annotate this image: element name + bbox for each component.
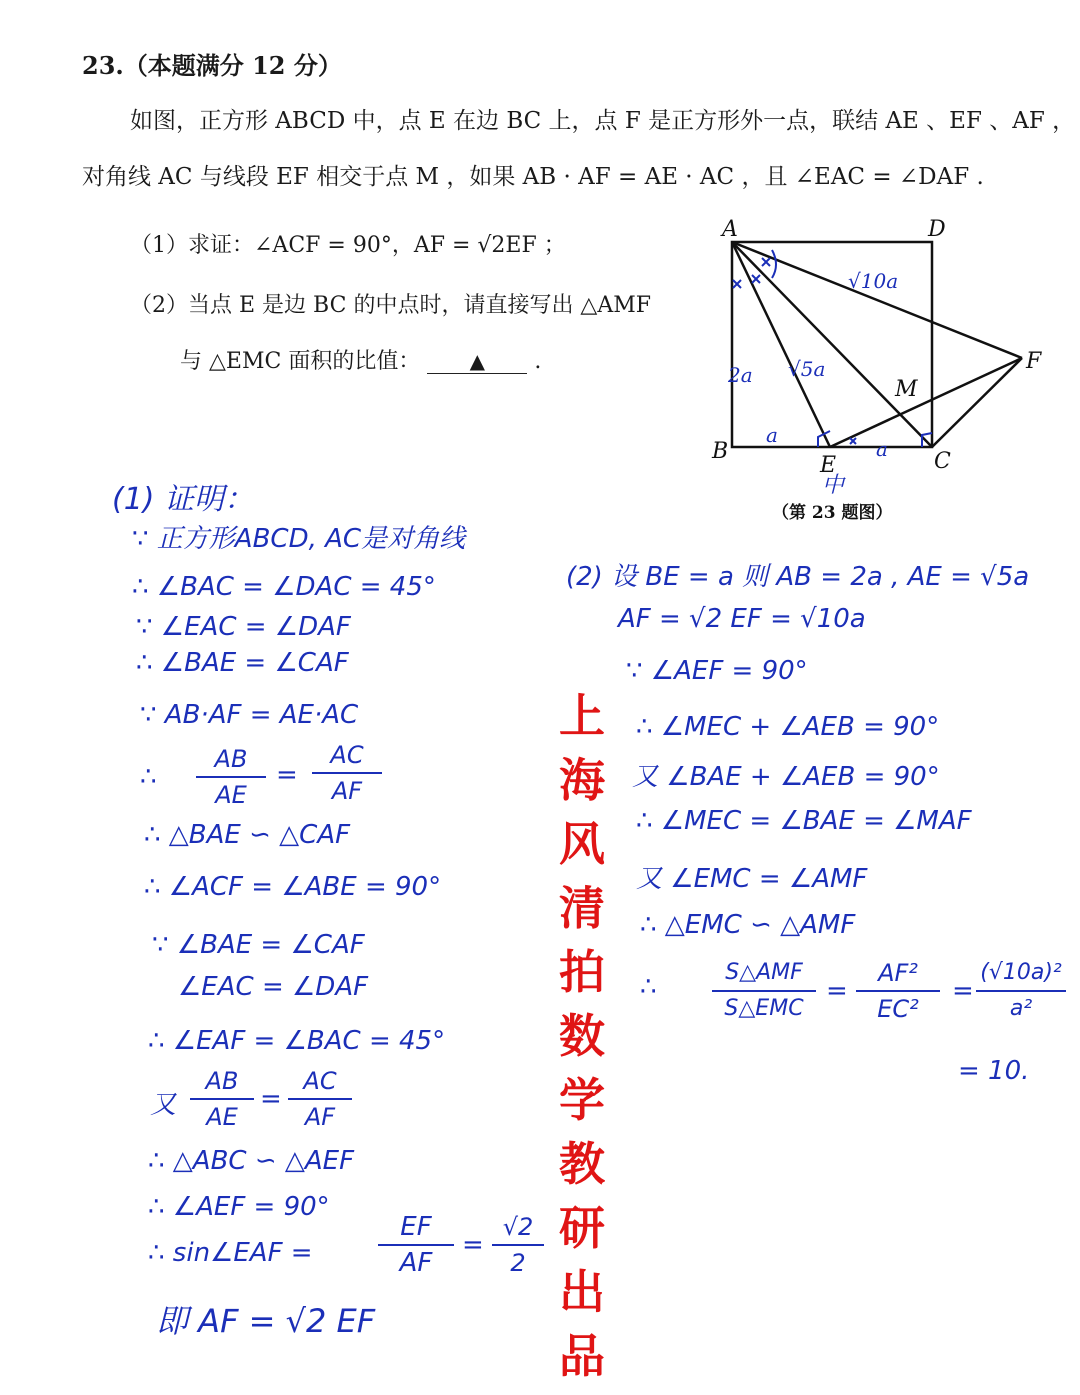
label-m: M <box>895 377 918 402</box>
sol1-line-5: ∵ AB·AF = AE·AC <box>140 700 359 730</box>
sol1-line-4: ∴ ∠BAE = ∠CAF <box>136 648 349 678</box>
angle-mark-x4 <box>850 438 856 444</box>
sol2-line-6: ∴ ∠MEC = ∠BAE = ∠MAF <box>636 806 972 836</box>
annot-sqrt10a: √10a <box>848 269 899 293</box>
annot-ec-a: a <box>876 437 888 461</box>
sol1-line-6: ∴ <box>140 762 157 792</box>
watermark-char-11: 品 <box>559 1329 605 1383</box>
label-c: C <box>934 449 951 474</box>
sol2-line-3: ∵ ∠AEF = 90° <box>626 656 808 686</box>
sol1-title: (1) 证明： <box>112 482 255 517</box>
sol1-line-13: ∴ △ABC ∽ △AEF <box>148 1146 355 1176</box>
sol2-ratio-area: S△AMF S△EMC <box>712 958 816 1024</box>
sol1-line-14: ∴ ∠AEF = 90° <box>148 1192 330 1222</box>
angle-mark-arc <box>772 250 776 278</box>
label-d: D <box>928 217 946 242</box>
question-part2-line2 <box>180 344 541 375</box>
sol2-line-8: ∴ △EMC ∽ △AMF <box>640 910 856 940</box>
label-a: A <box>722 217 738 242</box>
watermark-char-1: 上 <box>559 689 605 743</box>
sol1-frac3: EF AF <box>378 1212 454 1278</box>
watermark-char-10: 出 <box>559 1265 605 1319</box>
sol1-frac2-right: AC AF <box>288 1066 352 1132</box>
sol1-line-8: ∴ ∠ACF = ∠ABE = 90° <box>144 872 442 902</box>
angle-mark-x1 <box>752 275 760 283</box>
sol2-ratio-sides: AF² EC² <box>856 958 940 1024</box>
sol1-frac3-eq: = <box>462 1230 484 1260</box>
sol1-line-9: ∵ ∠BAE = ∠CAF <box>152 930 365 960</box>
sol1-line-12: 又 <box>150 1090 177 1120</box>
sol2-line-1: (2) 设 BE = a 则 AB = 2a , AE = √5a <box>566 562 1030 592</box>
watermark-char-3: 风 <box>559 817 605 871</box>
segment-cf <box>932 358 1022 447</box>
part2-end: . <box>534 349 542 374</box>
sol1-line-2: ∴ ∠BAC = ∠DAC = 45° <box>132 572 436 602</box>
label-f: F <box>1026 349 1042 374</box>
geometry-figure <box>700 210 1070 530</box>
watermark-char-4: 清 <box>559 881 605 935</box>
part2-prompt: 与 △EMC 面积的比值： <box>180 349 421 374</box>
sol2-line-7: 又 ∠EMC = ∠AMF <box>636 864 868 894</box>
sol2-ratio-eq2: = <box>952 976 974 1006</box>
sol2-line-2: AF = √2 EF = √10a <box>618 604 866 634</box>
sol1-frac1-left: AB AE <box>196 744 266 810</box>
diagonal-ac <box>732 242 932 447</box>
annot-be-a: a <box>766 423 778 447</box>
sol1-line-7: ∴ △BAE ∽ △CAF <box>144 820 351 850</box>
question-stem-line1: 如图，正方形 ABCD 中，点 E 在边 BC 上，点 F 是正方形外一点，联结 AE 、EF 、AF ， <box>130 108 1076 134</box>
sol1-frac2-left: AB AE <box>190 1066 254 1132</box>
sol1-line-10: ∠EAC = ∠DAF <box>178 972 369 1002</box>
watermark-char-9: 研 <box>559 1201 605 1255</box>
sol2-line-4: ∴ ∠MEC + ∠AEB = 90° <box>636 712 940 742</box>
label-b: B <box>712 439 729 464</box>
question-stem-line2: 对角线 AC 与线段 EF 相交于点 M ，如果 AB · AF = AE · AC ，且 ∠EAC = ∠DAF . <box>82 164 984 190</box>
sol2-line-5: 又 ∠BAE + ∠AEB = 90° <box>632 762 940 792</box>
question-part1: （1）求证：∠ACF = 90°，AF = √2EF ； <box>130 233 566 258</box>
watermark-char-6: 数 <box>559 1009 605 1063</box>
annot-sqrt5a: √5a <box>788 357 826 381</box>
watermark-char-5: 拍 <box>559 945 605 999</box>
watermark-char-8: 教 <box>559 1137 605 1191</box>
sol1-frac2-eq: = <box>260 1084 282 1114</box>
watermark-char-2: 海 <box>559 753 605 807</box>
question-number: 23.（本题满分 12 分） <box>82 51 342 80</box>
question-part2-line1: （2）当点 E 是边 BC 的中点时，请直接写出 △AMF <box>130 293 652 318</box>
sol1-line-16: 即 AF = √2 EF <box>156 1302 376 1340</box>
sol1-line-15: ∴ sin∠EAF = <box>148 1238 313 1268</box>
angle-mark-x2 <box>733 280 741 288</box>
sol1-frac3-result: √2 2 <box>492 1212 544 1278</box>
angle-mark-x3 <box>762 258 770 266</box>
sol1-line-3: ∵ ∠EAC = ∠DAF <box>136 612 351 642</box>
answer-blank: ▲ <box>427 349 527 374</box>
sol1-frac1-eq: = <box>276 760 298 790</box>
sol1-line-11: ∴ ∠EAF = ∠BAC = 45° <box>148 1026 446 1056</box>
sol2-ratio-values: (√10a)² a² <box>976 958 1066 1024</box>
watermark-char-7: 学 <box>559 1073 605 1127</box>
annot-2a: 2a <box>728 363 753 387</box>
figure-caption: （第 23 题图） <box>772 503 893 523</box>
segment-ae <box>732 242 830 447</box>
label-e: E <box>820 453 837 478</box>
sol2-ratio-eq1: = <box>826 976 848 1006</box>
annot-mid: 中 <box>822 473 845 498</box>
sol2-line-9: ∴ <box>640 972 657 1002</box>
sol1-frac1-right: AC AF <box>312 740 382 806</box>
sol1-line-1: ∵ 正方形ABCD, AC是对角线 <box>132 524 466 554</box>
sol2-result: = 10. <box>958 1056 1030 1086</box>
